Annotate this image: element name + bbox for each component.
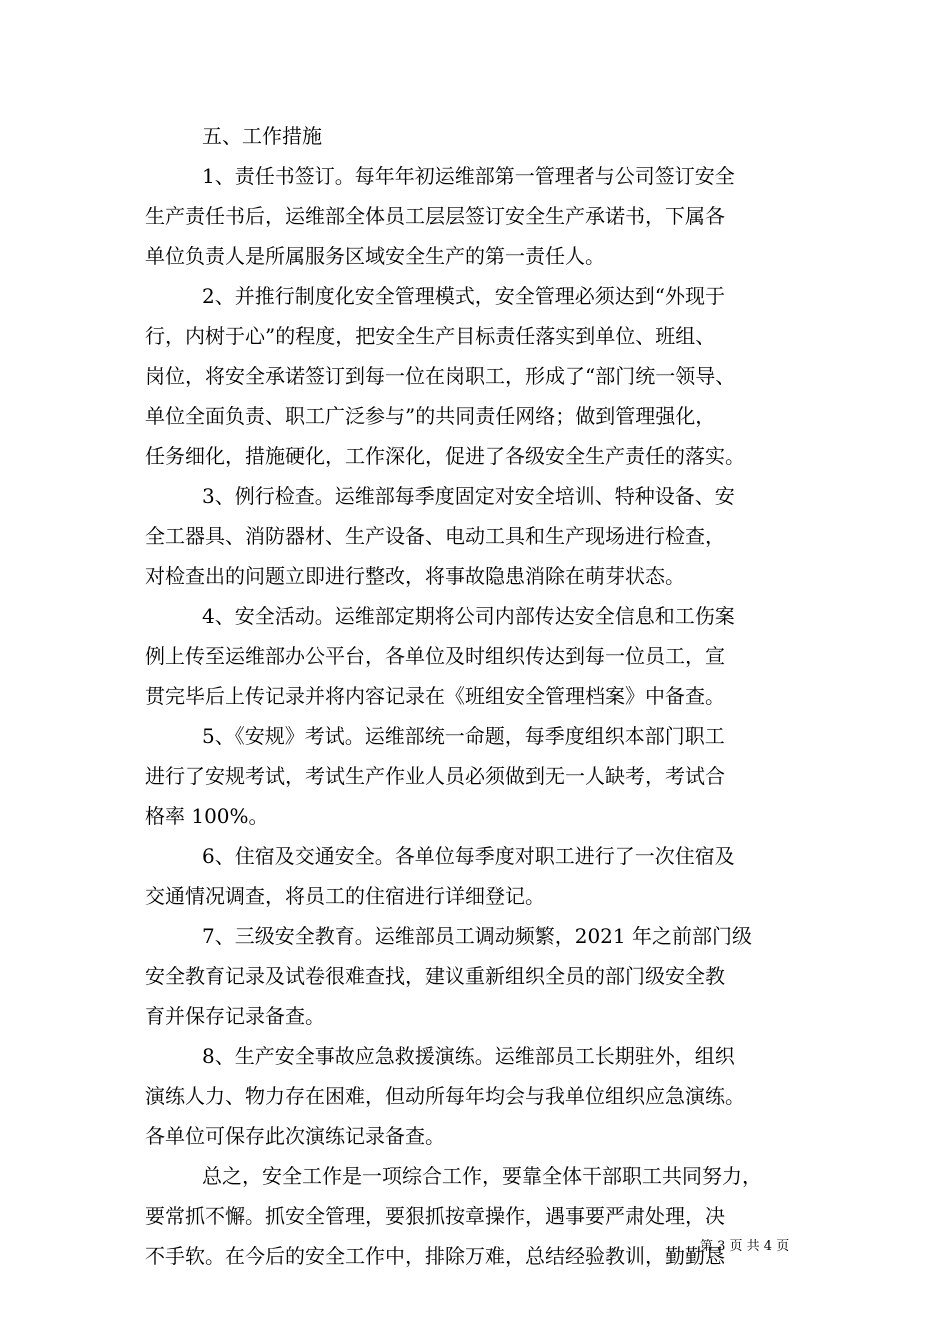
paragraph-line: 7、三级安全教育。运维部员工调动频繁，2021 年之前部门级 <box>202 924 752 948</box>
paragraph-line: 1、责任书签订。每年年初运维部第一管理者与公司签订安全 <box>202 164 735 188</box>
paragraph-line: 全工器具、消防器材、生产设备、电动工具和生产现场进行检查， <box>145 524 725 548</box>
paragraph-line: 4、安全活动。运维部定期将公司内部传达安全信息和工伤案 <box>202 604 735 628</box>
paragraph-line: 对检查出的问题立即进行整改，将事故隐患消除在萌芽状态。 <box>145 564 685 588</box>
section-heading: 五、工作措施 <box>202 124 322 148</box>
paragraph-line: 各单位可保存此次演练记录备查。 <box>145 1124 445 1148</box>
paragraph-line: 育并保存记录备查。 <box>145 1004 325 1028</box>
paragraph-line: 生产责任书后，运维部全体员工层层签订安全生产承诺书，下属各 <box>145 204 725 228</box>
paragraph-line: 不手软。在今后的安全工作中，排除万难，总结经验教训，勤勤恳 <box>145 1244 725 1268</box>
paragraph-line: 单位全面负责、职工广泛参与”的共同责任网络；做到管理强化， <box>145 404 716 428</box>
paragraph-line: 交通情况调查，将员工的住宿进行详细登记。 <box>145 884 545 908</box>
paragraph-line: 进行了安规考试，考试生产作业人员必须做到无一人缺考，考试合 <box>145 764 725 788</box>
paragraph-line: 贯完毕后上传记录并将内容记录在《班组安全管理档案》中备查。 <box>145 684 725 708</box>
paragraph-line: 2、并推行制度化安全管理模式，安全管理必须达到“外现于 <box>202 284 725 308</box>
paragraph-line: 行，内树于心”的程度，把安全生产目标责任落实到单位、班组、 <box>145 324 716 348</box>
paragraph-line: 例上传至运维部办公平台，各单位及时组织传达到每一位员工，宣 <box>145 644 725 668</box>
page-footer <box>700 1238 860 1256</box>
paragraph-line: 6、住宿及交通安全。各单位每季度对职工进行了一次住宿及 <box>202 844 735 868</box>
paragraph-line: 单位负责人是所属服务区域安全生产的第一责任人。 <box>145 244 605 268</box>
paragraph-line: 演练人力、物力存在困难，但动所每年均会与我单位组织应急演练。 <box>145 1084 745 1108</box>
paragraph-line: 格率 100%。 <box>145 804 269 828</box>
paragraph-line: 3、例行检查。运维部每季度固定对安全培训、特种设备、安 <box>202 484 735 508</box>
paragraph-line: 8、生产安全事故应急救援演练。运维部员工长期驻外，组织 <box>202 1044 735 1068</box>
paragraph-line: 安全教育记录及试卷很难查找，建议重新组织全员的部门级安全教 <box>145 964 725 988</box>
paragraph-line: 5、《安规》考试。运维部统一命题，每季度组织本部门职工 <box>202 724 725 748</box>
paragraph-line: 总之，安全工作是一项综合工作，要靠全体干部职工共同努力， <box>202 1164 762 1188</box>
body-text <box>145 116 825 1276</box>
paragraph-line: 要常抓不懈。抓安全管理，要狠抓按章操作，遇事要严肃处理，决 <box>145 1204 725 1228</box>
paragraph-line: 岗位，将安全承诺签订到每一位在岗职工，形成了“部门统一领导、 <box>145 364 736 388</box>
page-number: 第 3 页 共 4 页 <box>700 1239 790 1254</box>
paragraph-line: 任务细化，措施硬化，工作深化，促进了各级安全生产责任的落实。 <box>145 444 745 468</box>
